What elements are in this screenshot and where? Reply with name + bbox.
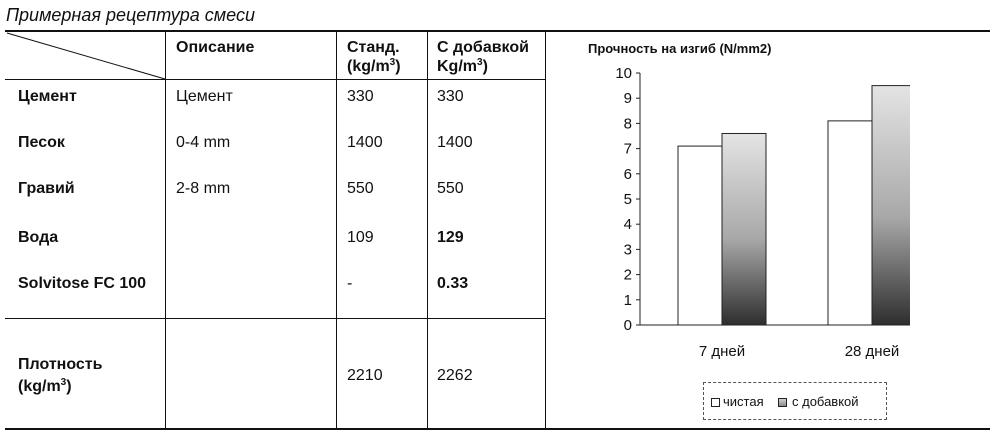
y-tick-label: 3 xyxy=(623,241,632,259)
row-desc-sand: 0-4 mm xyxy=(176,134,231,151)
legend-swatch-clean xyxy=(711,398,720,407)
row-name-gravel: Гравий xyxy=(18,180,75,197)
header-additive: С добавкой $Kg/m^3$) xyxy=(437,39,529,75)
y-tick-label: 5 xyxy=(623,191,632,208)
legend-label-clean: чистая xyxy=(723,394,764,409)
y-tick-label: 6 xyxy=(623,165,632,183)
row-add-gravel: 550 xyxy=(437,180,464,197)
bar-clean xyxy=(828,121,872,325)
density-rule xyxy=(5,318,545,319)
y-tick-label: 8 xyxy=(623,115,632,133)
row-name-water: Вода xyxy=(18,229,59,246)
row-std-water: 109 xyxy=(347,229,374,246)
row-add-sand: 1400 xyxy=(437,134,473,151)
row-name-cement: Цемент xyxy=(18,88,77,105)
row-name-solvitose: Solvitose FC 100 xyxy=(18,275,147,292)
chart-title: Прочность на изгиб (N/mm2) xyxy=(588,41,772,56)
row-name-sand: Песок xyxy=(18,134,65,151)
bar-clean xyxy=(678,146,722,325)
y-tick-label: 1 xyxy=(623,291,632,309)
row-std-sand: 1400 xyxy=(347,134,383,151)
legend-label-additive: с добавкой xyxy=(792,394,859,409)
flexural-strength-chart xyxy=(580,38,910,378)
col-divider-2 xyxy=(336,31,337,429)
y-tick-label: 10 xyxy=(615,65,632,82)
y-tick-label: 0 xyxy=(623,317,632,334)
chart-legend xyxy=(703,382,887,420)
row-desc-cement: Цемент xyxy=(176,88,233,105)
header-standard: Станд. $(kg/m^3)$ xyxy=(347,39,401,75)
row-add-cement: 330 xyxy=(437,88,464,105)
y-tick-label: 4 xyxy=(623,216,632,234)
page-title: Примерная рецептура смеси xyxy=(6,5,255,25)
x-category-label: 7 дней xyxy=(698,343,746,360)
row-std-solvitose: - xyxy=(347,275,353,292)
row-add-density: 2262 xyxy=(437,367,473,384)
row-std-cement: 330 xyxy=(347,88,374,105)
x-category-label: 28 дней xyxy=(844,343,900,360)
row-name-density: Плотность $(kg/m^3)$ xyxy=(18,356,103,395)
col-divider-1 xyxy=(165,31,166,429)
bar-additive xyxy=(872,86,910,325)
bottom-rule xyxy=(5,428,990,430)
header-description: Описание xyxy=(176,39,255,56)
row-std-gravel: 550 xyxy=(347,180,374,197)
col-divider-3 xyxy=(427,31,428,429)
y-tick-label: 7 xyxy=(623,140,632,158)
col-divider-4 xyxy=(545,31,546,429)
y-tick-label: 2 xyxy=(623,266,632,284)
row-add-water: 129 xyxy=(437,229,464,246)
legend-swatch-additive xyxy=(778,398,787,407)
row-std-density: 2210 xyxy=(347,367,383,384)
header-diagonal xyxy=(5,31,167,81)
bar-additive xyxy=(722,133,766,325)
row-desc-gravel: 2-8 mm xyxy=(176,180,231,197)
y-tick-label: 9 xyxy=(623,90,632,108)
row-add-solvitose: 0.33 xyxy=(437,275,469,292)
